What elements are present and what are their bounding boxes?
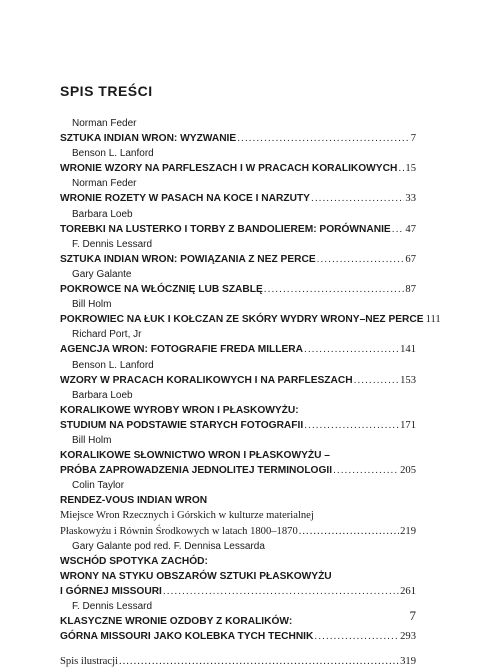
toc-title-line <box>60 161 416 176</box>
toc-title-text: PRÓBA ZAPROWADZENIA JEDNOLITEJ TERMINOLOGII <box>60 465 333 477</box>
dot-leader <box>311 191 404 206</box>
toc-page-number: 319 <box>400 656 416 668</box>
toc-title-line <box>60 282 416 297</box>
table-of-contents <box>60 116 441 669</box>
toc-page-number: 33 <box>405 193 416 205</box>
toc-illustrations-label: Spis ilustracji <box>60 656 118 668</box>
toc-title-text: I GÓRNEJ MISSOURI <box>60 585 162 597</box>
toc-entry <box>60 146 416 176</box>
toc-title-line: KORALIKOWE SŁOWNICTWO WRON I PŁASKOWYŻU – <box>60 450 330 462</box>
toc-author: Norman Feder <box>72 118 137 129</box>
toc-author: Bill Holm <box>72 299 112 311</box>
page-title: SPIS TREŚCI <box>60 83 153 99</box>
toc-subtitle-line <box>60 524 416 539</box>
toc-title-line <box>60 463 416 478</box>
toc-page-number: 261 <box>400 585 416 597</box>
toc-author: Norman Feder <box>72 178 137 190</box>
toc-author: Bill Holm <box>72 434 112 446</box>
toc-author: F. Dennis Lessard <box>72 601 153 612</box>
toc-entry <box>60 297 441 327</box>
toc-page-number: 87 <box>405 284 416 296</box>
toc-page-number: 171 <box>400 419 416 431</box>
toc-title-text: SZTUKA INDIAN WRON: POWIĄZANIA Z NEZ PERCE <box>60 253 316 265</box>
toc-author: Gary Galante <box>72 268 132 280</box>
toc-page-number: 205 <box>400 465 416 477</box>
toc-title-text: STUDIUM NA PODSTAWIE STARYCH FOTOGRAFII <box>60 419 304 431</box>
toc-title-text: GÓRNA MISSOURI JAKO KOLEBKA TYCH TECHNIK <box>60 631 314 643</box>
toc-entry <box>60 539 416 599</box>
dot-leader <box>304 342 399 357</box>
toc-title-text: AGENCJA WRON: FOTOGRAFIE FREDA MILLERA <box>60 344 303 356</box>
toc-author: Colin Taylor <box>72 480 125 492</box>
dot-leader <box>264 282 405 297</box>
toc-author: Benson L. Lanford <box>72 148 154 160</box>
toc-title-line <box>60 342 416 357</box>
toc-title-line <box>60 131 416 146</box>
toc-title-line <box>60 312 441 327</box>
toc-title-line <box>60 252 416 267</box>
toc-entry <box>60 478 416 538</box>
toc-entry <box>60 327 416 357</box>
toc-page-number: 141 <box>400 344 416 356</box>
toc-page-number: 219 <box>400 525 416 537</box>
toc-illustrations <box>60 654 416 669</box>
toc-title-text: WRONIE WZORY NA PARFLESZACH I W PRACACH KORALIKOWYCH <box>60 163 398 175</box>
toc-entry <box>60 116 416 146</box>
toc-page-number: 153 <box>400 374 416 386</box>
toc-author: Barbara Loeb <box>72 389 133 401</box>
toc-author: Richard Port, Jr <box>72 329 142 341</box>
toc-page-number: 7 <box>410 133 416 145</box>
toc-page-number: 293 <box>400 631 416 643</box>
toc-author: Barbara Loeb <box>72 208 133 220</box>
dot-leader <box>119 654 399 669</box>
toc-entry <box>60 176 416 206</box>
toc-title-line: WRONY NA STYKU OBSZARÓW SZTUKI PŁASKOWYŻU <box>60 570 332 582</box>
toc-entry <box>60 433 416 478</box>
toc-title-line <box>60 418 416 433</box>
toc-page-number: 67 <box>405 253 416 265</box>
toc-entry <box>60 267 416 297</box>
toc-title-line: RENDEZ-VOUS INDIAN WRON <box>60 495 208 507</box>
toc-title-line: KLASYCZNE WRONIE OZDOBY Z KORALIKÓW: <box>60 616 293 628</box>
page-number: 7 <box>409 608 416 623</box>
dot-leader <box>304 418 399 433</box>
toc-title-text: WRONIE ROZETY W PASACH NA KOCE I NARZUTY <box>60 193 310 205</box>
dot-leader <box>163 584 399 599</box>
toc-title-text: POKROWIEC NA ŁUK I KOŁCZAN ZE SKÓRY WYDRY WRONY–NEZ PERCE <box>60 314 424 326</box>
toc-entry <box>60 358 416 388</box>
dot-leader <box>299 524 399 539</box>
toc-entry <box>60 207 416 237</box>
dot-leader <box>398 161 404 176</box>
toc-spacer <box>60 644 416 654</box>
dot-leader <box>354 373 400 388</box>
dot-leader <box>333 463 399 478</box>
toc-entry <box>60 237 416 267</box>
toc-entry <box>60 388 416 433</box>
toc-page-number: 47 <box>405 223 416 235</box>
toc-entry <box>60 599 416 644</box>
toc-title-line: WSCHÓD SPOTYKA ZACHÓD: <box>60 555 208 567</box>
toc-author: Gary Galante pod red. F. Dennisa Lessarda <box>72 540 265 552</box>
toc-title-line <box>60 584 416 599</box>
dot-leader <box>317 252 405 267</box>
toc-title-line <box>60 191 416 206</box>
toc-page-number: 111 <box>425 314 441 326</box>
toc-title-line <box>60 373 416 388</box>
toc-author: F. Dennis Lessard <box>72 238 153 250</box>
dot-leader <box>237 131 410 146</box>
toc-subtitle-line: Miejsce Wron Rzecznych i Górskich w kulturze materialnej <box>60 510 314 522</box>
toc-subtitle-text: Płaskowyżu i Równin Środkowych w latach 1800–1870 <box>60 525 298 537</box>
toc-title-text: TOREBKI NA LUSTERKO I TORBY Z BANDOLIEREM: PORÓWNANIE <box>60 223 391 235</box>
toc-author: Benson L. Lanford <box>72 359 154 371</box>
toc-title-text: SZTUKA INDIAN WRON: WYZWANIE <box>60 133 237 145</box>
toc-title-text: POKROWCE NA WŁÓCZNIĘ LUB SZABLĘ <box>60 284 263 296</box>
toc-title-text: WZORY W PRACACH KORALIKOWYCH I NA PARFLESZACH <box>60 374 353 386</box>
dot-leader <box>392 222 405 237</box>
dot-leader <box>314 629 399 644</box>
toc-title-line <box>60 222 416 237</box>
toc-page-number: 15 <box>405 163 416 175</box>
toc-title-line <box>60 629 416 644</box>
toc-title-line: KORALIKOWE WYROBY WRON I PŁASKOWYŻU: <box>60 404 299 416</box>
